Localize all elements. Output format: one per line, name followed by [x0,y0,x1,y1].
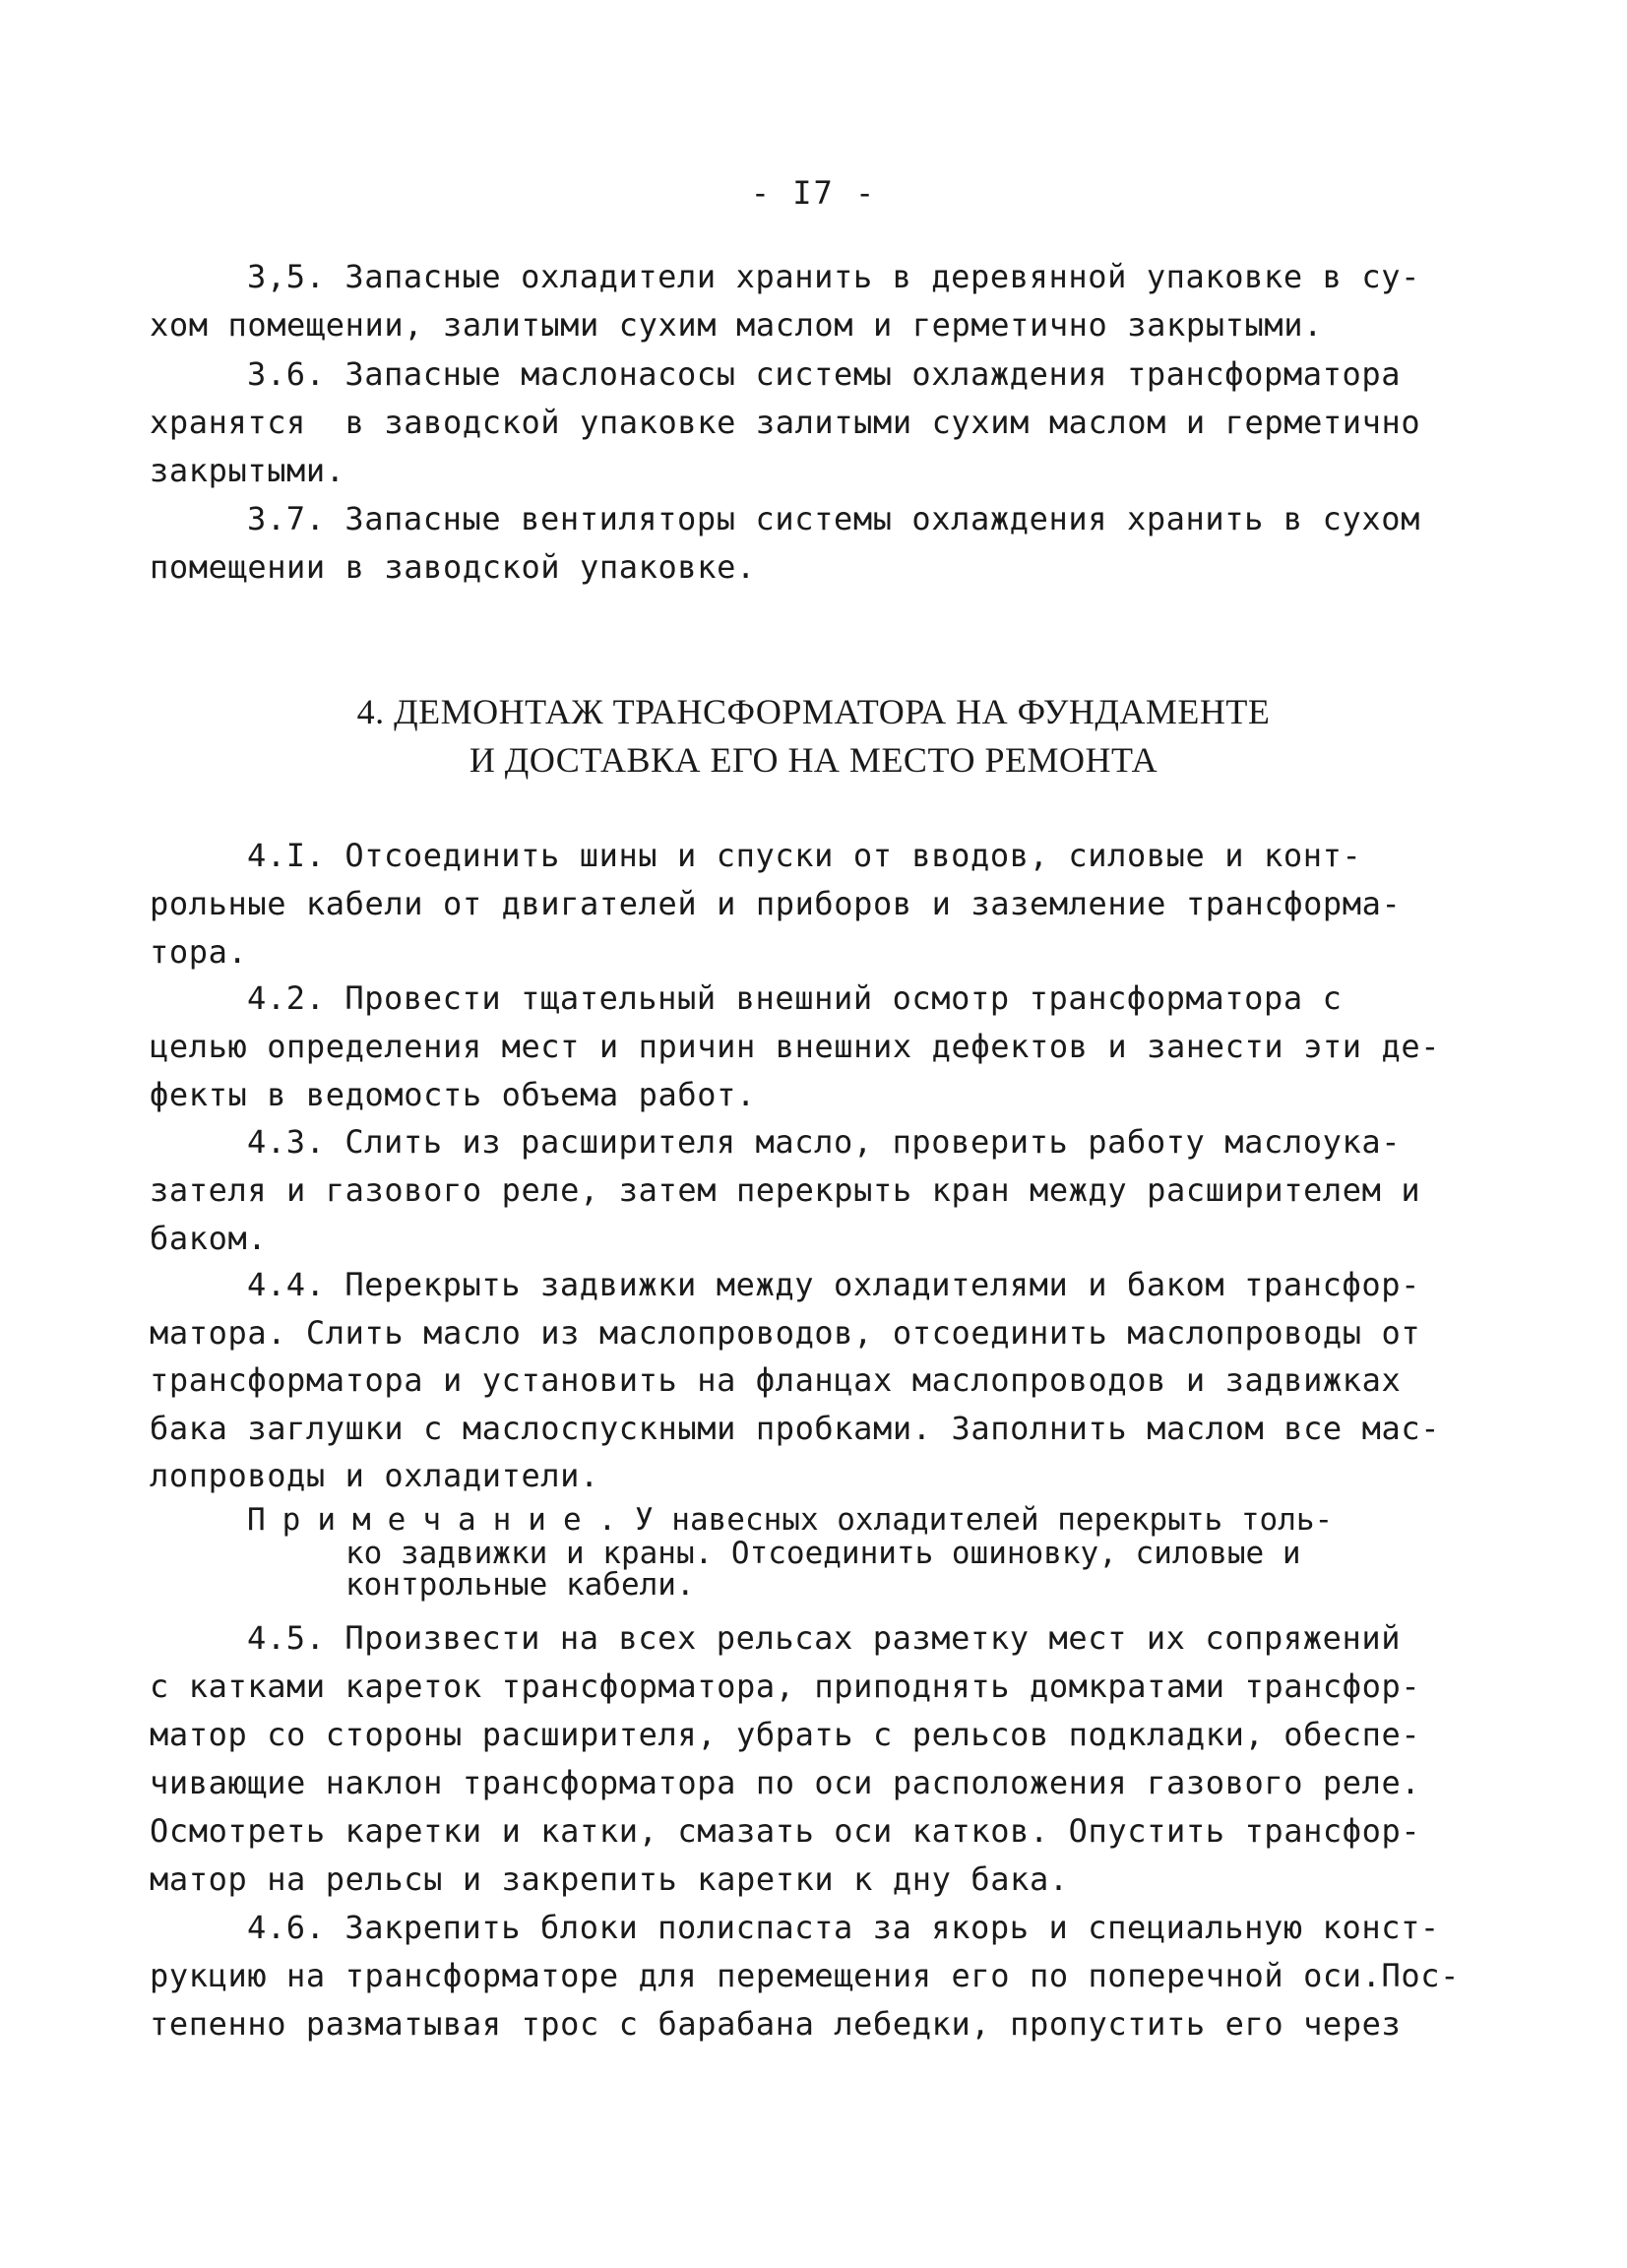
paragraph-line: 4.6. Закрепить блоки полиспаста за якорь и специальную конст- [247,1909,1440,1946]
page-number: - I7 - [750,174,877,212]
paragraph-line: рукцию на трансформаторе для перемещения его по поперечной оси.Пос- [150,1957,1460,1994]
note-line: контрольные кабели. [345,1567,695,1603]
paragraph-line: 4.5. Произвести на всех рельсах разметку мест их сопряжений [247,1619,1402,1657]
paragraph-line: закрытыми. [150,452,345,489]
paragraph-line: с катками кареток трансформатора, приподнять домкратами трансфор- [150,1668,1421,1705]
paragraph-line: матор со стороны расширителя, убрать с рельсов подкладки, обеспе- [150,1716,1421,1753]
paragraph-line: бака заглушки с маслоспускными пробками. Заполнить маслом все мас- [150,1410,1441,1447]
paragraph-line: лопроводы и охладители. [150,1457,599,1494]
paragraph-line: рольные кабели от двигателей и приборов и заземление трансформа- [150,885,1402,922]
paragraph-line: матора. Слить масло из маслопроводов, отсоединить маслопроводы от [150,1314,1421,1352]
section-heading-line-1: 4. ДЕМОНТАЖ ТРАНСФОРМАТОРА НА ФУНДАМЕНТЕ [356,692,1271,731]
paragraph-line: 3,5. Запасные охладители хранить в деревянной упаковке в су- [247,258,1420,295]
paragraph-line: баком. [150,1220,268,1257]
paragraph-line: хранятся в заводской упаковке залитыми сухим маслом и герметично [150,404,1421,441]
paragraph-line: тепенно разматывая трос с барабана лебедки, пропустить его через [150,2005,1402,2043]
paragraph-line: 4.4. Перекрыть задвижки между охладителями и баком трансфор- [247,1266,1420,1303]
paragraph-line: чивающие наклон трансформатора по оси расположения газового реле. [150,1764,1421,1801]
paragraph-line: хом помещении, залитыми сухим маслом и герметично закрытыми. [150,306,1323,344]
paragraph-line: помещении в заводской упаковке. [150,548,756,586]
paragraph-line: Осмотреть каретки и катки, смазать оси катков. Опустить трансфор- [150,1812,1421,1850]
paragraph-line: трансформатора и установить на фланцах маслопроводов и задвижках [150,1361,1402,1399]
section-heading-line-2: И ДОСТАВКА ЕГО НА МЕСТО РЕМОНТА [469,740,1158,780]
note-first-line [247,1503,1333,1537]
paragraph-line: фекты в ведомость объема работ. [150,1076,756,1113]
paragraph-line: 4.3. Слить из расширителя масло, проверить работу маслоука- [247,1123,1402,1161]
note-text: . У навесных охладителей перекрыть толь- [597,1502,1334,1538]
note-label: Примечание [247,1502,598,1538]
paragraph-line: 3.6. Запасные маслонасосы системы охлаждения трансформатора [247,355,1402,393]
paragraph-line: 3.7. Запасные вентиляторы системы охлаждения хранить в сухом [247,500,1420,537]
paragraph-line: тора. [150,933,248,971]
paragraph-line: 4.I. Отсоединить шины и спуски от вводов, силовые и конт- [247,837,1362,874]
note-line: ко задвижки и краны. Отсоединить ошиновку, силовые и [345,1536,1301,1571]
paragraph-line: матор на рельсы и закрепить каретки к дну бака. [150,1860,1069,1898]
paragraph-line: зателя и газового реле, затем перекрыть кран между расширителем и [150,1171,1421,1209]
paragraph-line: целью определения мест и причин внешних дефектов и занести эти де- [150,1028,1441,1065]
paragraph-line: 4.2. Провести тщательный внешний осмотр трансформатора с [247,979,1343,1017]
